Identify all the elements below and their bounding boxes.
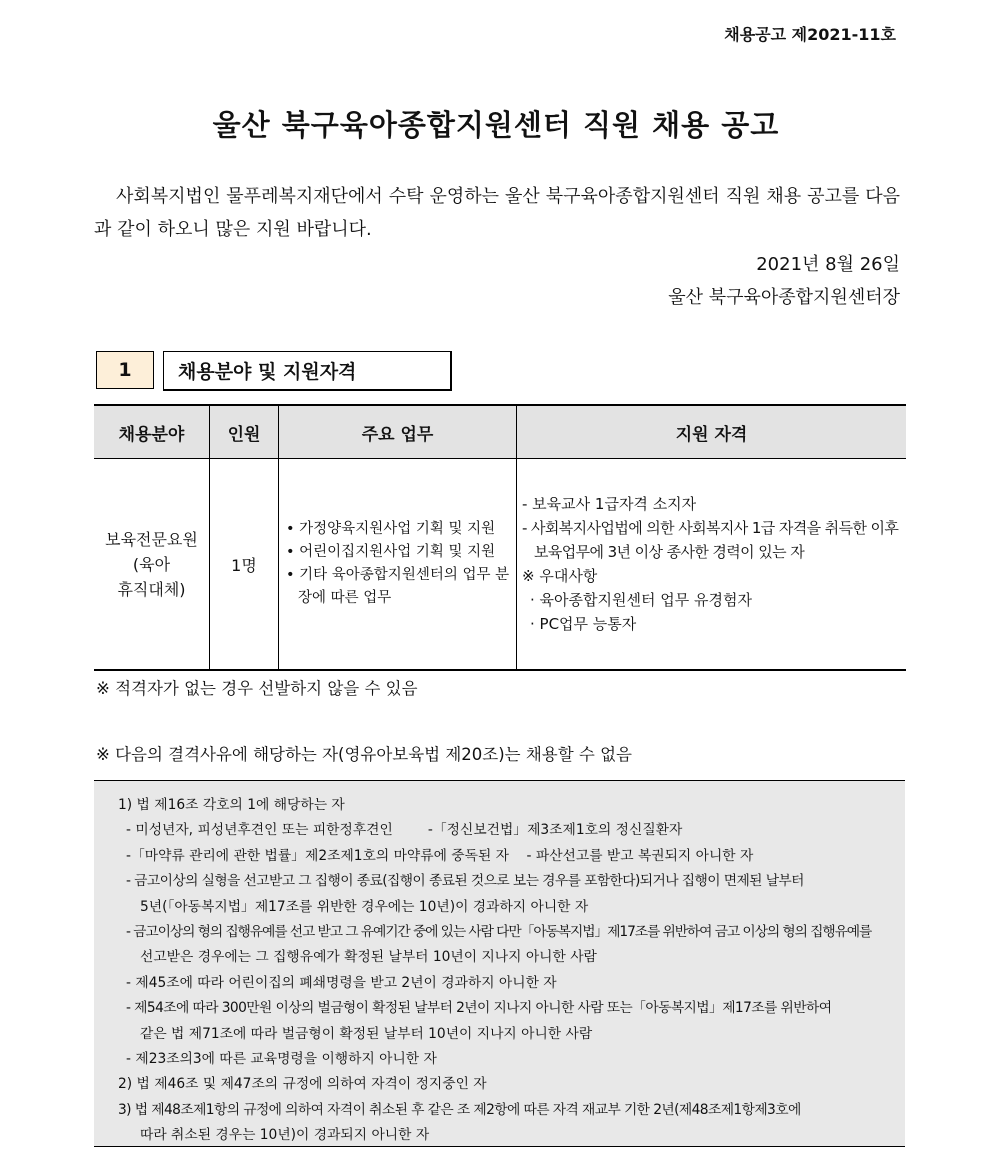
disqualification-item: 1) 법 제16조 각호의 1에 해당하는 자 xyxy=(118,797,345,813)
disqualification-note: ※ 다음의 결격사유에 해당하는 자(영유아보육법 제20조)는 채용할 수 없음 xyxy=(96,745,632,764)
intro-paragraph: 사회복지법인 물푸레복지재단에서 수탁 운영하는 울산 북구육아종합지원센터 직원 채용 공고를 다음과 같이 하오니 많은 지원 바랍니다. xyxy=(94,186,900,240)
disqualification-sub-item-cont: 같은 법 제71조에 따라 벌금형이 확정된 날부터 10년이 지나지 아니한 사람 xyxy=(140,1025,593,1042)
disqualification-sub-item: - 금고이상의 실형을 선고받고 그 집행이 종료(집행이 종료된 것으로 보는 경우를 포함한다)되거나 집행이 면제된 날부터 xyxy=(126,873,804,890)
qualification-box xyxy=(518,492,905,636)
section-title: 채용분야 및 지원자격 xyxy=(163,351,452,391)
no-candidate-note: ※ 적격자가 없는 경우 선발하지 않을 수 있음 xyxy=(96,679,418,698)
cell-qualification xyxy=(517,459,907,671)
disqualification-sub-item: - 제23조의3에 따른 교육명령을 이행하지 아니한 자 xyxy=(126,1051,437,1068)
table-header-row xyxy=(94,405,906,459)
disqualification-item-cont: 따라 취소된 경우는 10년)이 경과되지 아니한 자 xyxy=(140,1127,430,1144)
qualification-item: - 보육교사 1급자격 소지자 xyxy=(522,495,697,513)
preference-title: ※ 우대사항 xyxy=(522,567,598,585)
duty-item: • 어린이집지원사업 기획 및 지원 xyxy=(286,544,496,560)
field-line: 보육전문요원 xyxy=(105,529,198,549)
header-field: 채용분야 xyxy=(94,405,210,459)
section-number: 1 xyxy=(96,351,154,389)
field-line: 휴직대체) xyxy=(117,579,186,599)
issuer-name: 울산 북구육아종합지원센터장 xyxy=(668,287,900,308)
disqualification-sub-item-cont: 5년(「아동복지법」제17조를 위반한 경우에는 10년)이 경과하지 아니한 자 xyxy=(140,898,589,915)
disqualification-sub-item: - 미성년자, 피성년후견인 또는 피한정후견인 -「정신보건법」제3조제1호의 정신질환자 xyxy=(126,822,683,839)
duty-list xyxy=(280,518,515,610)
cell-duty xyxy=(279,459,517,671)
disqualification-sub-item: - 금고이상의 형의 집행유예를 선고 받고 그 유예기간 중에 있는 사람 다만「아동복지법」제17조를 위반하여 금고 이상의 형의 집행유예를 xyxy=(126,924,872,941)
preference-item: · PC업무 능통자 xyxy=(530,615,637,633)
preference-item: · 육아종합지원센터 업무 유경험자 xyxy=(530,591,752,609)
disqualification-sub-item-cont: 선고받은 경우에는 그 집행유예가 확정된 날부터 10년이 지나지 아니한 사람 xyxy=(140,949,597,966)
cell-count: 1명 xyxy=(210,459,279,671)
duty-item: • 기타 육아종합지원센터의 업무 분장에 따른 업무 xyxy=(286,567,510,606)
header-count: 인원 xyxy=(210,405,279,459)
cell-field xyxy=(94,459,210,671)
header-duty: 주요 업무 xyxy=(279,405,517,459)
disqualification-sub-item: - 제54조에 따라 300만원 이상의 벌금형이 확정된 날부터 2년이 지나지 아니한 사람 또는「아동복지법」제17조를 위반하여 xyxy=(126,1000,832,1017)
recruitment-table xyxy=(94,404,906,671)
qualification-item: - 사회복지사업법에 의한 사회복지사 1급 자격을 취득한 이후 보육업무에 3년 이상 종사한 경력이 있는 자 xyxy=(522,519,899,561)
header-qualification: 지원 자격 xyxy=(517,405,907,459)
field-line: (육아 xyxy=(132,554,171,574)
notice-number: 채용공고 제2021-11호 xyxy=(724,25,896,44)
disqualification-sub-item: -「마약류 관리에 관한 법률」제2조제1호의 마약류에 중독된 자 - 파산선고를 받고 복권되지 아니한 자 xyxy=(126,847,754,864)
disqualification-item: 3) 법 제48조제1항의 규정에 의하여 자격이 취소된 후 같은 조 제2항에 따른 자격 재교부 기한 2년(제48조제1항제3호에 xyxy=(118,1101,801,1118)
table-row xyxy=(94,459,906,671)
duty-item: • 가정양육지원사업 기획 및 지원 xyxy=(286,521,496,537)
disqualification-item: 2) 법 제46조 및 제47조의 규정에 의하여 자격이 정지중인 자 xyxy=(118,1076,487,1093)
page-title: 울산 북구육아종합지원센터 직원 채용 공고 xyxy=(212,108,780,142)
disqualification-sub-item: - 제45조에 따라 어린이집의 폐쇄명령을 받고 2년이 경과하지 아니한 자 xyxy=(126,974,557,991)
notice-date: 2021년 8월 26일 xyxy=(756,254,900,275)
disqualification-box xyxy=(94,780,905,1147)
